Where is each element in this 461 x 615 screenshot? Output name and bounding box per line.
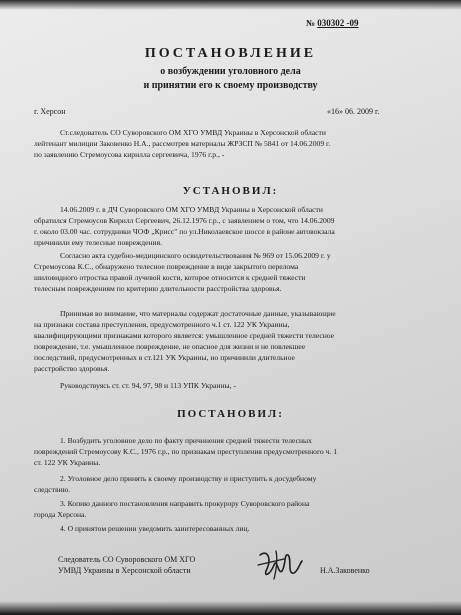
ustanovil-line: повреждение, т.е. умышленное повреждение, не опасное для жизни и не повлекшее — [34, 342, 306, 351]
handwritten-signature — [254, 545, 304, 583]
signature-title-line-2: УМВД Украины в Херсонской области — [58, 566, 191, 575]
document-subtitle-line-2: и принятии его к своему производству — [143, 80, 318, 91]
document-city: г. Херсон — [34, 107, 66, 116]
ustanovil-line: 14.06.2009 г. в ДЧ Суворовского ОМ ХГО УМВД Украины в Херсонской области — [60, 205, 323, 214]
postanovil-line: 4. О принятом решении уведомить заинтересованных лиц. — [60, 524, 250, 533]
ustanovil-line: на признаки состава преступления, предусмотренного ч.1 ст. 122 УК Украины, — [34, 320, 290, 329]
ustanovil-heading: УСТАНОВИЛ: — [182, 185, 279, 197]
document-date: «16» 06. 2009 г. — [327, 107, 380, 116]
ustanovil-line: Стремоусова К.С., обнаружено телесное повреждение в виде закрытого перелома — [34, 262, 299, 271]
postanovil-heading: ПОСТАНОВИЛ: — [177, 408, 284, 420]
postanovil-line: 3. Копию данного постановления направить прокурору Суворовского района — [60, 499, 310, 508]
postanovil-line: повреждений Стремоусову К.С., 1976 г.р., по признакам преступления предусмотренного ч. 1 — [34, 447, 337, 456]
ustanovil-line: телесным повреждениям по критерию длительности расстройства здоровья. — [34, 284, 282, 293]
ustanovil-line: Принимая во внимание, что материалы содержат достаточные данные, указывающие — [60, 309, 336, 318]
document-title: ПОСТАНОВЛЕНИЕ — [144, 46, 317, 61]
ustanovil-line: расстройство здоровья. — [34, 364, 110, 373]
postanovil-line: следствию. — [34, 485, 71, 494]
postanovil-line: 2. Уголовное дело принять к своему производству и приступить к досудебному — [60, 474, 317, 483]
ustanovil-line: причинили ему телесные повреждения. — [34, 238, 163, 247]
signature-title-line-1: Следователь СО Суворовского ОМ ХГО — [58, 555, 196, 564]
document-number: № 030302 -09 — [306, 18, 359, 28]
document-number-value: 030302 -09 — [317, 18, 359, 28]
ustanovil-line: квалифицирующими признаками которого является: умышленное средней тяжести телесное — [34, 331, 335, 340]
ustanovil-line: Руководствуясь ст. ст. 94, 97, 98 и 113 УПК Украины, - — [60, 381, 236, 390]
intro-line: лейтенант милиции Заковенко Н.А., рассмотрев материалы ЖРЗСП № 5841 от 14.06.2009 г. — [34, 139, 331, 148]
ustanovil-line: шиловидного отростка правой лучевой кости, которое относится к средней тяжести — [34, 273, 306, 282]
intro-line: Ст.следователь СО Суворовского ОМ ХГО УМВД Украины в Херсонской области — [60, 128, 326, 137]
ustanovil-line: последствий, предусмотренных в ст.121 УК Украины, но причинили длительное — [34, 353, 295, 362]
intro-line: по заявлению Стремоусова кирилла сергеевича, 1976 г.р., - — [34, 150, 225, 159]
postanovil-line: города Херсона. — [34, 510, 87, 519]
document-subtitle-line-1: о возбуждении уголовного дела — [160, 66, 301, 77]
ustanovil-line: обратился Стремоусов Кирилл Сергеевич, 26.12.1976 г.р., с заявлением о том, что 14.06.2009 — [34, 216, 335, 225]
top-shadow — [0, 0, 461, 10]
ustanovil-line: Согласно акта судебно-медицинского освидетельствования № 969 от 15.06.2009 г. у — [60, 251, 331, 260]
bottom-shadow — [0, 601, 461, 615]
ustanovil-line: г. около 03.00 час. сотрудники ЧОФ „Крисс" по ул.Николаевское шоссе в районе автовокзала — [34, 227, 335, 236]
signer-name: Н.А.Заковенко — [320, 566, 370, 575]
postanovil-line: ст. 122 УК Украины. — [34, 458, 101, 467]
postanovil-line: 1. Возбудить уголовное дело по факту причинения средней тяжести телесных — [60, 436, 312, 445]
